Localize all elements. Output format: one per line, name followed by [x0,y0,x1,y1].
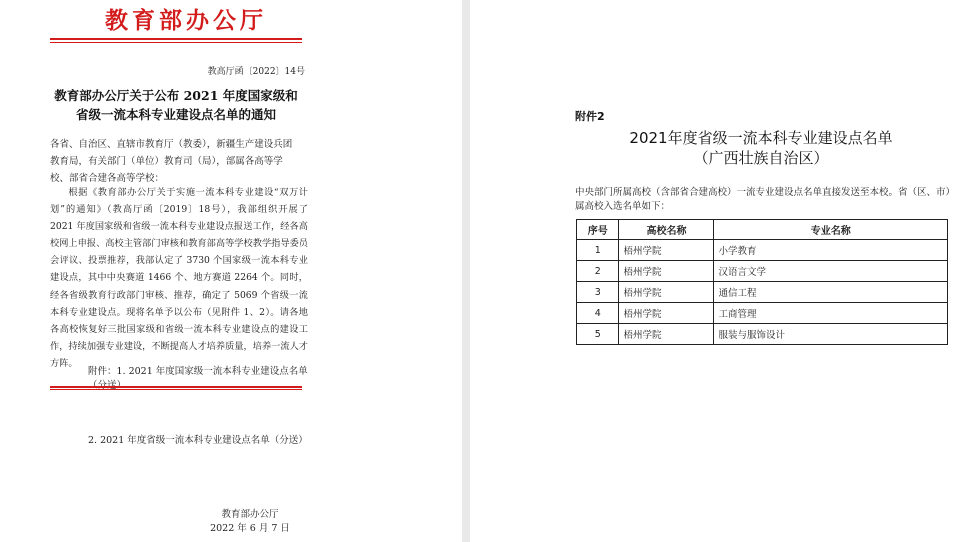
row-major: 小学教育 [714,240,948,261]
separator-rule [50,386,302,388]
row-school: 梧州学院 [619,261,714,282]
document-number: 教高厅函〔2022〕14号 [207,67,305,77]
row-number: 1 [577,240,619,261]
row-school: 梧州学院 [619,303,714,324]
attachment-1-line: 附件：1. 2021 年度国家级一流本科专业建设点名单 [88,366,308,377]
table-row [577,303,948,324]
header-rule-thin [50,42,302,43]
table-header-row [577,220,948,240]
list-title [575,128,947,168]
attachment-page [470,0,960,542]
table-row [577,240,948,261]
row-major: 服装与服饰设计 [714,324,948,345]
notice-page [0,0,462,542]
office-header: 教育部办公厅 [105,7,267,34]
sign-date: 2022 年 6 月 7 日 [210,523,290,534]
row-major: 汉语言文学 [714,261,948,282]
notice-title [50,86,302,124]
major-list-table [576,219,948,345]
table-row [577,324,948,345]
salutation: 各省、自治区、直辖市教育厅（教委），新疆生产建设兵团教育局，有关部门（单位）教育司（局），部属各高等学校、部省合建各高等学校： [50,139,293,184]
signer: 教育部办公厅 [221,509,279,520]
row-school: 梧州学院 [619,240,714,261]
notice-title-line-2: 省级一流本科专业建设点名单的通知 [75,107,276,122]
row-number: 2 [577,261,619,282]
notice-body: 根据《教育部办公厅关于实施一流本科专业建设“双万计划”的通知》（教高厅函〔2019〕18号），我部组织开展了 2021 年度国家级和省级一流本科专业建设点报送工作，经各高校网上申报、高校主管部门审核和教育部高等学校教学指导委员会评议、投票推荐，我部认定了 3730 个国家级一流本科专业建设点，其中中央赛道 1466 个、地方赛道 2264 个。同时，经各省级教育行政部门审核、推荐，确定了 5069 个省级一流本科专业建设点。现将名单予以公布（见附件 1、2）。请各地各高校恢复好三批国家级和省级一流本科专业建设点的建设工作，持续加强专业建设，不断提高人才培养质量，培养一流人才方阵。 [50,187,308,369]
notice-title-line-1: 教育部办公厅关于公布 2021 年度国家级和 [54,88,298,103]
row-school: 梧州学院 [619,324,714,345]
header-number: 序号 [577,220,619,240]
header-rule [50,38,302,40]
list-intro: 中央部门所属高校（含部省合建高校）一流专业建设点名单直接发送至本校。省（区、市）属高校入选名单如下： [575,187,956,212]
row-school: 梧州学院 [619,282,714,303]
attachment-label: 附件2 [575,110,605,123]
separator-rule-thin [50,389,302,390]
header-major: 专业名称 [714,220,948,240]
list-title-line-2: （广西壮族自治区） [693,149,829,167]
attachment-2-line: 2. 2021 年度省级一流本科专业建设点名单（分送） [88,435,308,446]
row-number: 5 [577,324,619,345]
table-row [577,261,948,282]
header-school: 高校名称 [619,220,714,240]
row-major: 工商管理 [714,303,948,324]
list-title-line-1: 2021年度省级一流本科专业建设点名单 [629,129,893,147]
row-major: 通信工程 [714,282,948,303]
row-number: 4 [577,303,619,324]
table-row [577,282,948,303]
row-number: 3 [577,282,619,303]
